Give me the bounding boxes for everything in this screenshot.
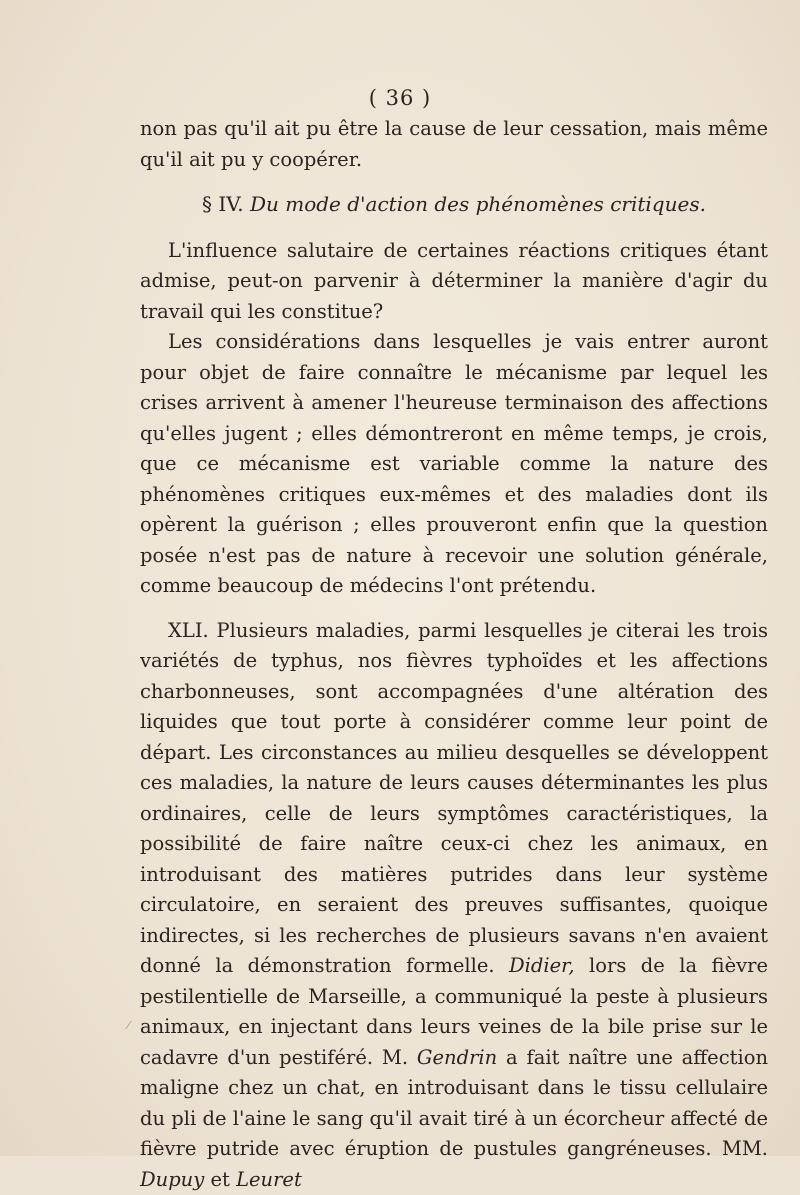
paragraph-continuation: non pas qu'il ait pu être la cause de leur cessation, mais même qu'il ait pu y coopérer. [140,114,768,175]
section-heading [140,189,768,220]
author-name-gendrin: Gendrin [417,1046,497,1069]
text-run: et [210,1168,229,1191]
paragraph-xli [140,616,768,1195]
paragraph-2: Les considérations dans lesquelles je vais entrer auront pour objet de faire connaître le mécanisme par lequel les crises arrivent à amener l'heureuse terminaison des affections qu'elles jugent ; elles démontreront en même temps, je crois, que ce mécanisme est variable comme la nature des phénomènes critiques eux-mêmes et des maladies dont ils opèrent la guérison ; elles prouveront enfin que la question posée n'est pas de nature à recevoir une solution générale, comme beaucoup de médecins l'ont prétendu. [140,327,768,602]
page-number: ( 36 ) [0,86,800,110]
paper-mark [125,1021,132,1030]
author-name-leuret: Leuret [236,1168,302,1191]
paragraph-1: L'influence salutaire de certaines réactions critiques étant admise, peut-on parvenir à déterminer la manière d'agir du travail qui les constitue? [140,236,768,328]
author-name-didier: Didier, [509,954,575,977]
author-name-dupuy: Dupuy [140,1168,204,1191]
body-text [140,114,768,1195]
section-title: Du mode d'action des phénomènes critiques. [250,192,706,216]
text-run: a fait naître une affection maligne chez un chat, en introduisant dans le tissu cellulaire du pli de l'aine le sang qu'il avait tiré à un écorcheur affecté de fièvre putride avec éruption de pustules gangréneuses. MM. [140,1046,768,1161]
text-run: XLI. Plusieurs maladies, parmi lesquelles je citerai les trois variétés de typhus, nos fièvres typhoïdes et les affections charbonneuses, sont accompagnées d'une altération des liquides que tout porte à considérer comme leur point de départ. Les circonstances au milieu desquelles se développent ces maladies, la nature de leurs causes déterminantes les plus ordinaires, celle de leurs symptômes caractéristiques, la possibilité de faire naître ceux-ci chez les animaux, en introduisant des matières putrides dans leur système circulatoire, en seraient des preuves suffisantes, quoique indirectes, si les recherches de plusieurs savans n'en avaient donné la démonstration formelle. [140,619,768,978]
text-run: lors de la fièvre pestilentielle de Marseille, a communiqué la peste à plusieurs animaux, en injectant dans leurs veines de la bile prise sur le cadavre d'un pestiféré. M. [140,954,768,1069]
section-number: § IV. [202,192,244,216]
